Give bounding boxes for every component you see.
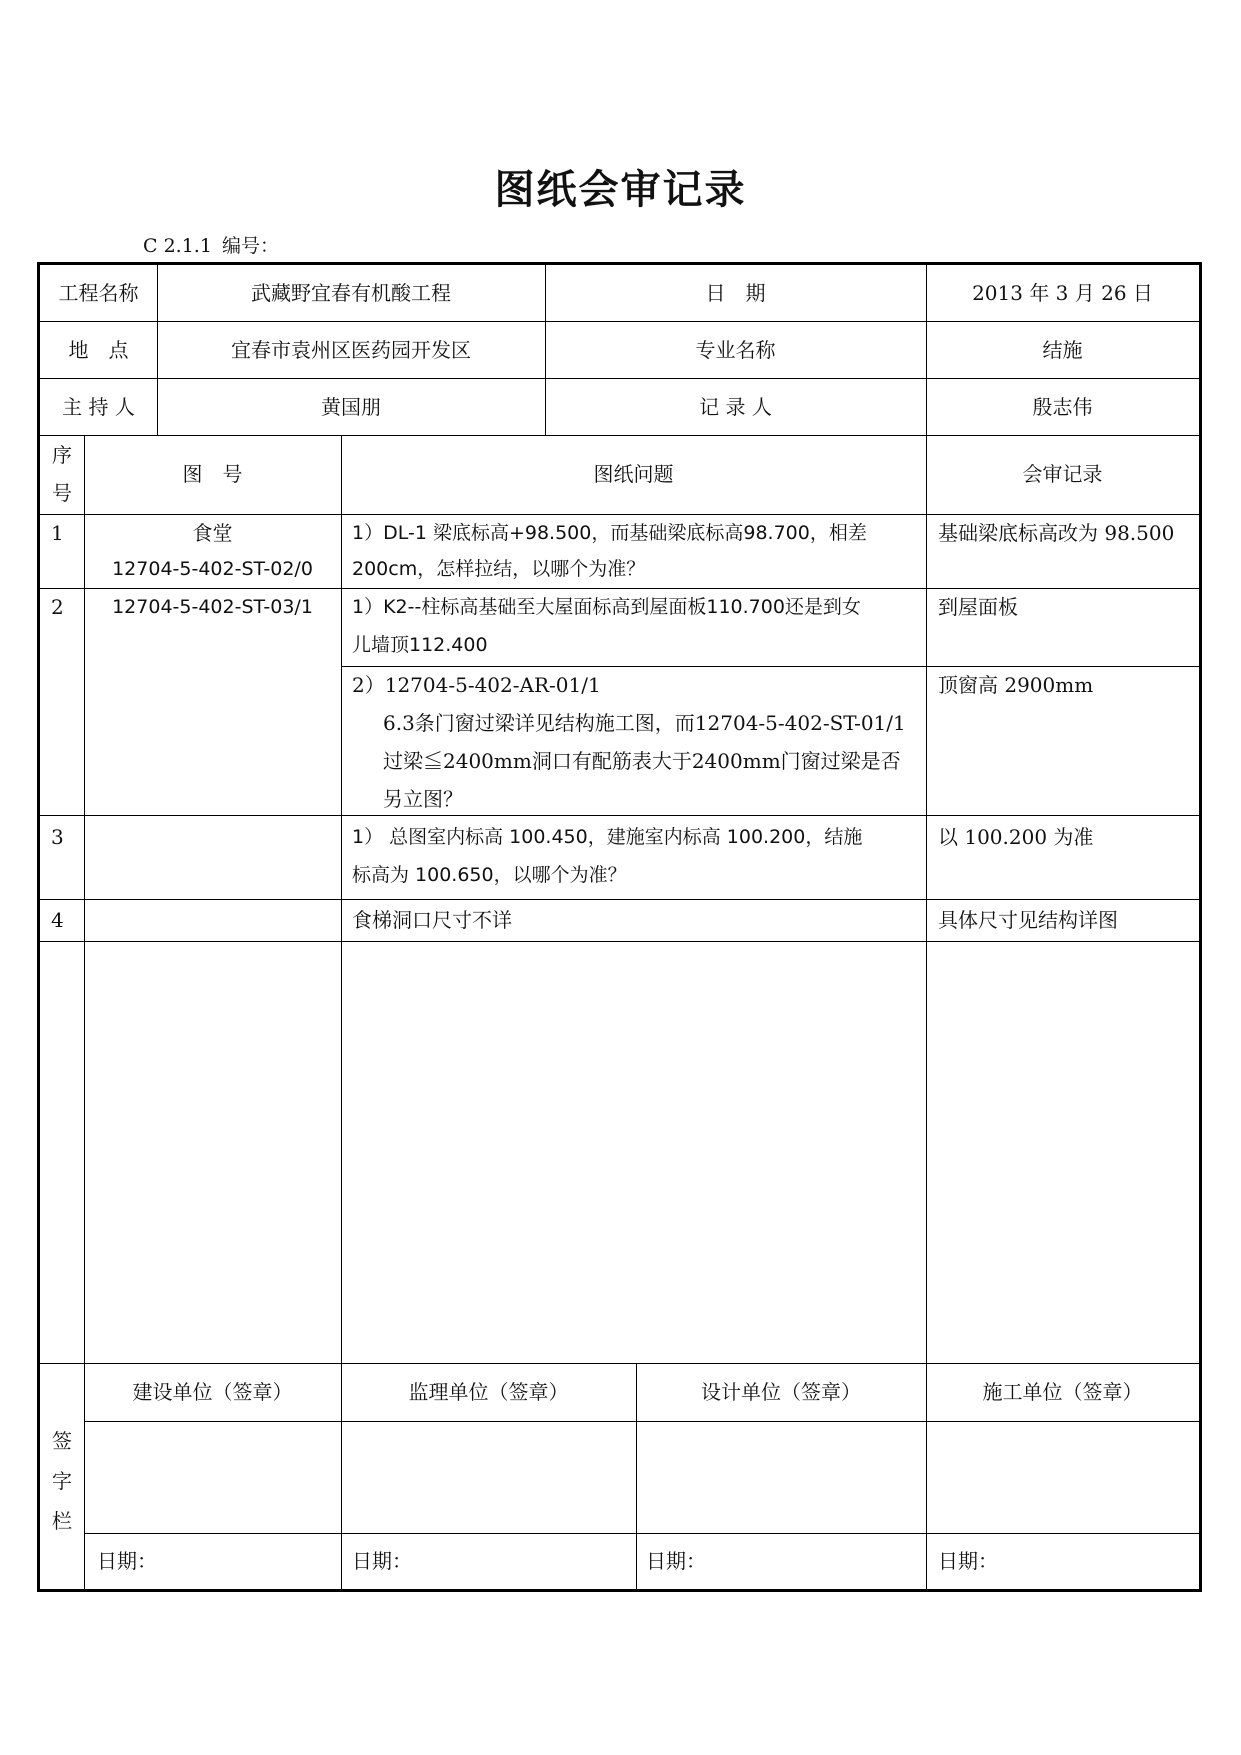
date-value: 2013 年 3 月 26 日 <box>972 281 1153 305</box>
form-code-label: C 2.1.1 <box>143 235 212 257</box>
row-divider <box>40 378 1199 379</box>
row-divider <box>84 1421 1199 1422</box>
row-seq: 1 <box>51 521 64 545</box>
issue-text: 200cm，怎样拉结，以哪个为准？ <box>352 558 646 580</box>
recorder-value: 殷志伟 <box>1032 395 1093 419</box>
issue-text: 儿墙顶112.400 <box>352 634 488 656</box>
issue-text: 2）12704-5-402-AR-01/1 <box>352 673 601 697</box>
drawing-number: 12704-5-402-ST-02/0 <box>112 558 313 580</box>
record-text: 基础梁底标高改为 98.500 <box>938 521 1175 545</box>
supervision-unit-label: 监理单位（签章） <box>408 1380 569 1404</box>
signature-date-label: 日期： <box>646 1549 706 1573</box>
issue-text: 1） 总图室内标高 100.450，建施室内标高 100.200，结施 <box>352 826 863 848</box>
row-divider <box>40 815 1199 816</box>
signature-section-char: 字 <box>52 1469 72 1493</box>
signature-section-char: 签 <box>52 1429 72 1453</box>
row-divider <box>40 941 1199 942</box>
issue-text: 6.3条门窗过梁详见结构施工图，而12704-5-402-ST-01/1 <box>383 711 906 735</box>
issue-text: 过梁≦2400mm洞口有配筋表大于2400mm门窗过梁是否 <box>383 749 901 773</box>
signature-date-label: 日期： <box>938 1549 998 1573</box>
row-divider <box>40 321 1199 322</box>
construction-unit-label: 建设单位（签章） <box>132 1380 293 1404</box>
drawing-number: 12704-5-402-ST-03/1 <box>112 596 313 618</box>
issue-header: 图纸问题 <box>593 462 674 486</box>
issue-text: 另立图？ <box>383 787 463 811</box>
project-name-label: 工程名称 <box>58 281 139 305</box>
host-label: 主 持 人 <box>62 395 135 419</box>
drawing-location: 食堂 <box>192 521 233 545</box>
signature-section-char: 栏 <box>52 1509 72 1533</box>
issue-text: 食梯洞口尺寸不详 <box>352 908 512 932</box>
design-unit-label: 设计单位（签章） <box>701 1380 861 1404</box>
row-divider <box>40 435 1199 436</box>
date-label: 日 期 <box>705 281 766 305</box>
recorder-label: 记 录 人 <box>699 395 772 419</box>
specialty-value: 结施 <box>1042 338 1083 362</box>
signature-date-label: 日期： <box>97 1549 157 1573</box>
seq-header-top: 序 <box>52 443 72 467</box>
form-number-label: 编号： <box>221 235 279 257</box>
signature-date-label: 日期： <box>352 1549 412 1573</box>
record-text: 到屋面板 <box>938 595 1018 619</box>
row-divider <box>84 1533 1199 1534</box>
drawing-no-header: 图 号 <box>182 462 243 486</box>
issue-text: 1）K2--柱标高基础至大屋面标高到屋面板110.700还是到女 <box>352 596 861 618</box>
host-value: 黄国朋 <box>321 395 381 419</box>
row-divider <box>40 899 1199 900</box>
row-seq: 2 <box>51 595 64 619</box>
project-name-value: 武藏野宜春有机酸工程 <box>251 281 451 305</box>
form-code <box>143 231 279 258</box>
review-record-table <box>37 262 1202 1592</box>
column-divider <box>341 435 342 1589</box>
location-value: 宜春市袁州区医药园开发区 <box>231 338 471 362</box>
record-header: 会审记录 <box>1022 462 1103 486</box>
row-seq: 4 <box>51 908 64 932</box>
row-divider <box>40 1363 1199 1364</box>
page-title: 图纸会审记录 <box>494 166 747 213</box>
specialty-label: 专业名称 <box>695 338 776 362</box>
seq-header-bottom: 号 <box>52 481 72 505</box>
builder-unit-label: 施工单位（签章） <box>982 1380 1143 1404</box>
issue-text: 标高为 100.650，以哪个为准？ <box>352 864 627 886</box>
record-text: 顶窗高 2900mm <box>938 673 1094 697</box>
location-label: 地 点 <box>68 338 129 362</box>
record-text: 以 100.200 为准 <box>938 825 1094 849</box>
issue-text: 1）DL-1 梁底标高+98.500，而基础梁底标高98.700，相差 <box>352 522 867 544</box>
row-seq: 3 <box>51 825 64 849</box>
record-text: 具体尺寸见结构详图 <box>938 908 1118 932</box>
